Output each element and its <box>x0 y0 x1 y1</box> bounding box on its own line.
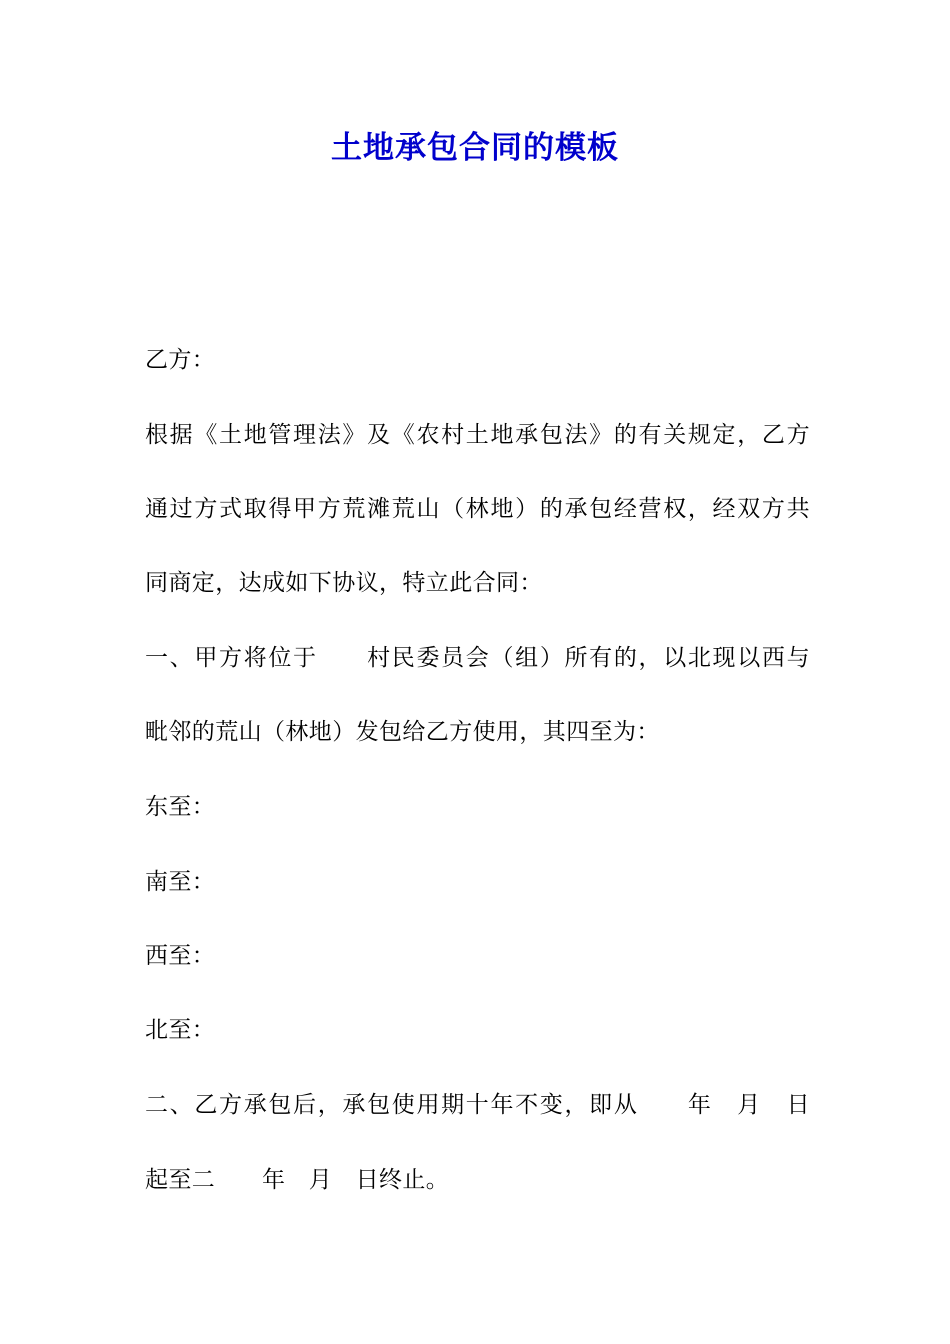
paragraph-line: 根据《土地管理法》及《农村土地承包法》的有关规定，乙方 <box>145 422 810 448</box>
paragraph-line: 一、甲方将位于 村民委员会（组）所有的，以北现以西与 <box>145 645 810 671</box>
paragraph-line: 北至： <box>145 1017 216 1043</box>
paragraph-line: 东至： <box>145 794 216 820</box>
paragraph-line: 西至： <box>145 943 216 969</box>
paragraph-line: 二、乙方承包后，承包使用期十年不变，即从 年 月 日 <box>145 1092 810 1118</box>
paragraph-line: 起至二 年 月 日终止。 <box>145 1167 450 1193</box>
paragraph-line: 南至： <box>145 869 216 895</box>
document-title: 土地承包合同的模板 <box>331 130 619 166</box>
paragraph-line: 乙方： <box>145 347 216 373</box>
paragraph-line: 同商定，达成如下协议，特立此合同： <box>145 570 543 596</box>
paragraph-line: 通过方式取得甲方荒滩荒山（林地）的承包经营权，经双方共 <box>145 496 810 522</box>
paragraph-line: 毗邻的荒山（林地）发包给乙方使用，其四至为： <box>145 719 660 745</box>
